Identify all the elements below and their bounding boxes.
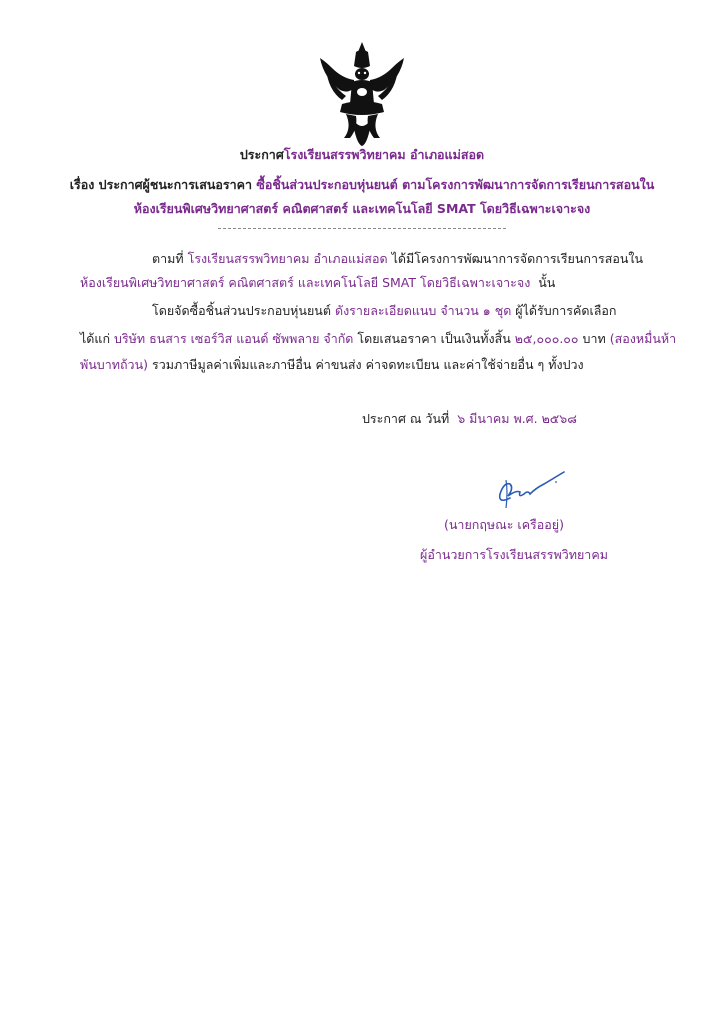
signer-position: ผู้อำนวยการโรงเรียนสรรพวิทยาคม (420, 547, 608, 562)
announcement-date: ประกาศ ณ วันที่ ๖ มีนาคม พ.ศ. ๒๕๖๘ (362, 411, 577, 426)
paragraph-2-line-3: พันบาทถ้วน) รวมภาษีมูลค่าเพิ่มและภาษีอื่น ค่าขนส่ง ค่าจดทะเบียน และค่าใช้จ่ายอื่น ๆ ทั้งปวง (80, 357, 584, 372)
paragraph-2-line-1: โดยจัดซื้อชิ้นส่วนประกอบหุ่นยนต์ ดังรายละเอียดแนบ จำนวน ๑ ชุด ผู้ได้รับการคัดเลือก (152, 303, 617, 318)
handwritten-signature (470, 468, 570, 508)
divider (218, 228, 506, 229)
paragraph-1-line-1: ตามที่ โรงเรียนสรรพวิทยาคม อำเภอแม่สอด ได้มีโครงการพัฒนาการจัดการเรียนการสอนใน (152, 251, 644, 266)
subject-line-1: เรื่อง ประกาศผู้ชนะการเสนอราคา ซื้อชิ้นส่วนประกอบหุ่นยนต์ ตามโครงการพัฒนาการจัดการเรียนการสอนใน (69, 177, 655, 192)
subject-line-2: ห้องเรียนพิเศษวิทยาศาสตร์ คณิตศาสตร์ และเทคโนโลยี SMAT โดยวิธีเฉพาะเจาะจง (133, 201, 591, 216)
announcement-title: ประกาศโรงเรียนสรรพวิทยาคม อำเภอแม่สอด (239, 147, 485, 162)
paragraph-2-line-2: ได้แก่ บริษัท ธนสาร เซอร์วิส แอนด์ ซัพพลาย จำกัด โดยเสนอราคา เป็นเงินทั้งสิ้น ๒๕,๐๐๐.๐๐ บาท (สองหมื่นห้า (80, 331, 677, 346)
garuda-emblem-icon (312, 38, 412, 148)
signer-name: (นายกฤษณะ เครืออยู่) (444, 517, 564, 532)
paragraph-1-line-2: ห้องเรียนพิเศษวิทยาศาสตร์ คณิตศาสตร์ และเทคโนโลยี SMAT โดยวิธีเฉพาะเจาะจง นั้น (80, 275, 556, 290)
